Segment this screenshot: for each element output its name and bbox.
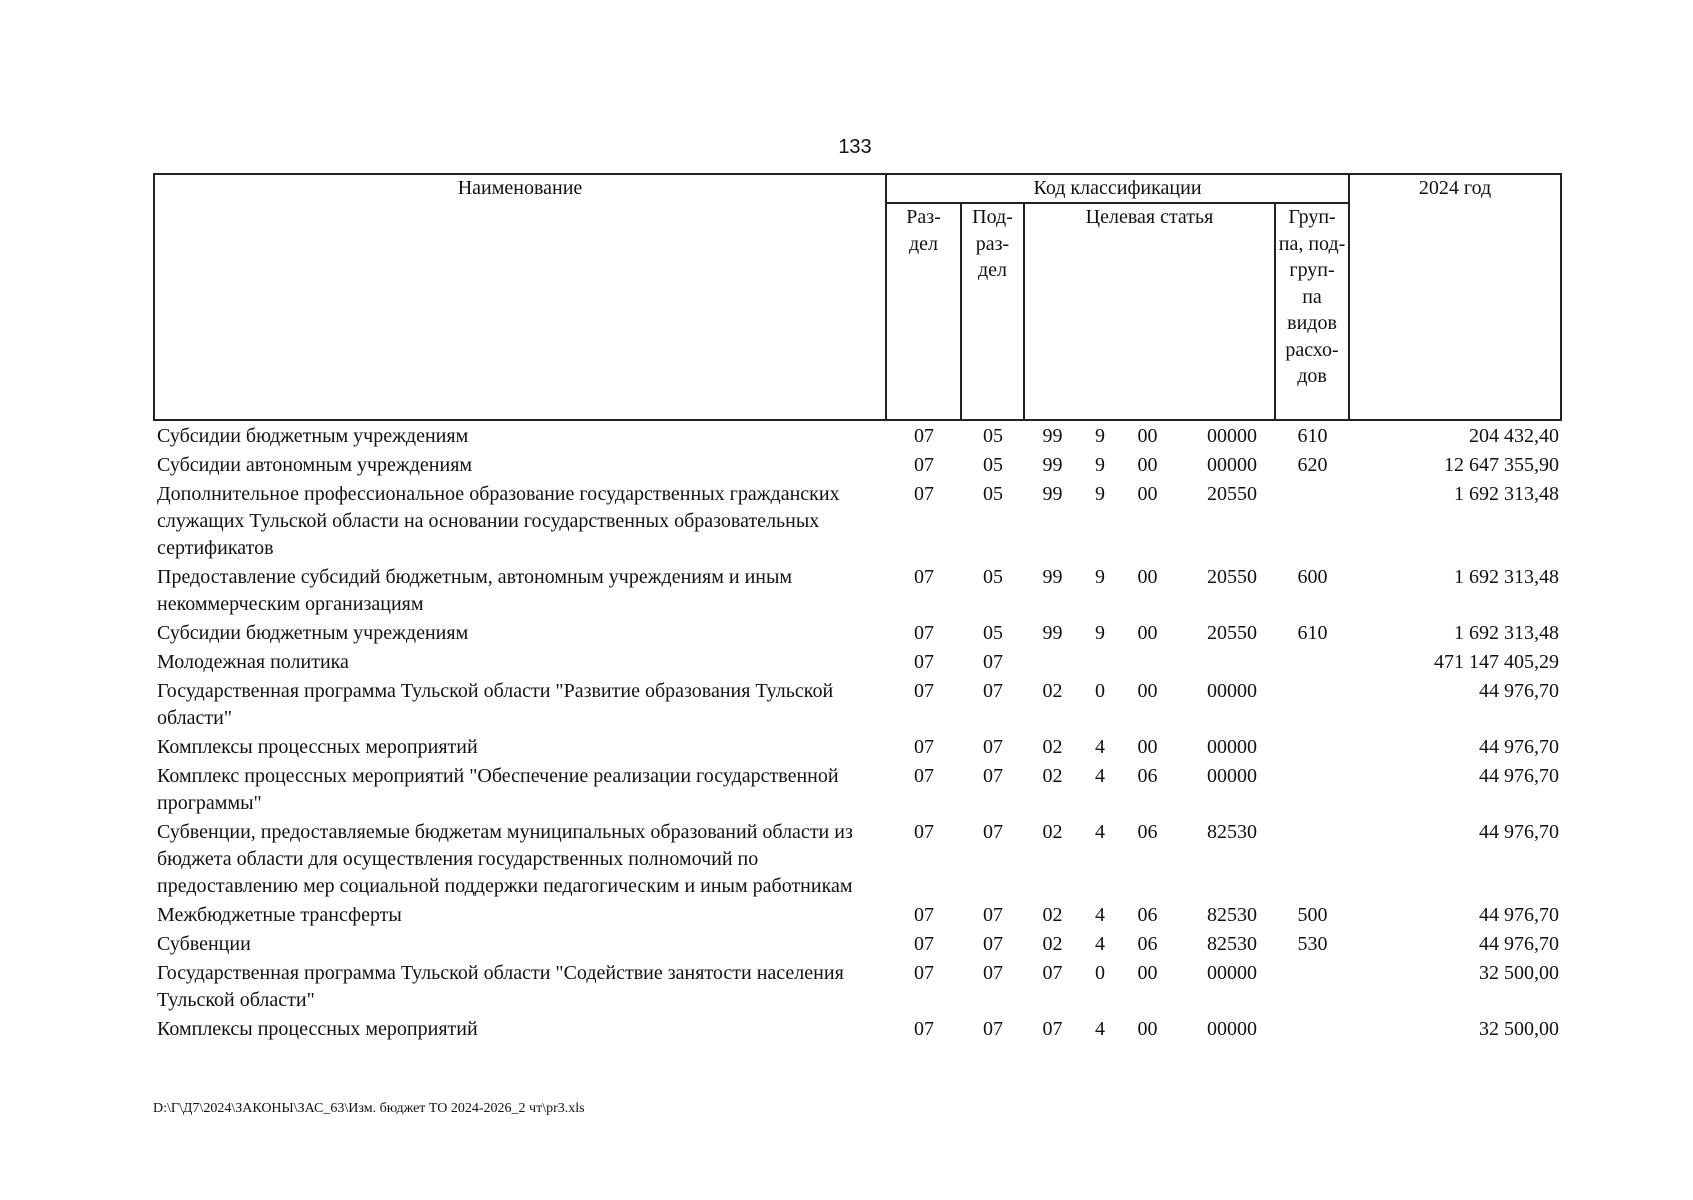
cell-group [1275, 648, 1349, 677]
cell-name: Субвенции [157, 933, 251, 955]
table-row [154, 420, 1561, 451]
cell-group: 530 [1297, 933, 1328, 955]
cell-podrazdel: 07 [983, 765, 1003, 787]
cell-amount: 204 432,40 [1469, 425, 1560, 447]
cell-podrazdel: 07 [983, 1018, 1003, 1040]
cell-name: Государственная программа Тульской области "Содействие занятости населения Тульской области" [157, 962, 844, 1011]
cell-t1: 02 [1042, 765, 1063, 787]
cell-amount: 44 976,70 [1479, 680, 1560, 702]
cell-t2 [1080, 648, 1119, 677]
cell-t4: 20550 [1207, 622, 1257, 644]
cell-t3: 00 [1137, 736, 1158, 758]
cell-razdel: 07 [914, 483, 934, 505]
cell-t2: 0 [1095, 962, 1105, 984]
header-year: 2024 год [1349, 174, 1561, 420]
cell-t2: 4 [1095, 1018, 1105, 1040]
table-row [154, 930, 1561, 959]
cell-amount: 44 976,70 [1479, 933, 1560, 955]
cell-name: Субсидии бюджетным учреждениям [157, 622, 469, 644]
cell-t1: 99 [1042, 566, 1063, 588]
cell-group [1275, 818, 1349, 901]
cell-razdel: 07 [914, 933, 934, 955]
cell-t3: 06 [1137, 904, 1158, 926]
cell-t3: 00 [1137, 622, 1158, 644]
cell-amount: 44 976,70 [1479, 904, 1560, 926]
cell-name: Субвенции, предоставляемые бюджетам муниципальных образований области из бюджета области для осуществления государственных полномочий по предоставлению мер социальной поддержки педагогическим и иным работникам [157, 821, 853, 897]
cell-podrazdel: 07 [983, 651, 1003, 673]
cell-razdel: 07 [914, 736, 934, 758]
cell-name: Комплекс процессных мероприятий "Обеспечение реализации государственной программы" [157, 765, 839, 814]
cell-amount: 44 976,70 [1479, 765, 1560, 787]
cell-t3: 00 [1137, 680, 1158, 702]
cell-podrazdel: 05 [983, 566, 1003, 588]
cell-name: Молодежная политика [157, 651, 349, 673]
cell-group: 500 [1297, 904, 1328, 926]
cell-podrazdel: 05 [983, 425, 1003, 447]
cell-name: Субсидии бюджетным учреждениям [157, 425, 469, 447]
cell-t1: 99 [1042, 425, 1063, 447]
cell-podrazdel: 05 [983, 622, 1003, 644]
table-header [154, 174, 1561, 420]
cell-razdel: 07 [914, 425, 934, 447]
cell-amount: 1 692 313,48 [1454, 622, 1560, 644]
cell-t1 [1024, 648, 1080, 677]
cell-t2: 9 [1095, 425, 1105, 447]
cell-t1: 07 [1042, 1018, 1063, 1040]
cell-t2: 4 [1095, 933, 1105, 955]
cell-name: Предоставление субсидий бюджетным, автономным учреждениям и иным некоммерческим организациям [157, 566, 793, 615]
cell-t1: 02 [1042, 933, 1063, 955]
page-number: 133 [838, 136, 872, 158]
header-target: Целевая статья [1024, 203, 1275, 420]
table-row [154, 648, 1561, 677]
table-row [154, 480, 1561, 563]
cell-t4 [1175, 648, 1275, 677]
cell-group [1275, 733, 1349, 762]
cell-t3: 00 [1137, 454, 1158, 476]
cell-t2: 0 [1095, 680, 1105, 702]
cell-t1: 02 [1042, 736, 1063, 758]
cell-name: Субсидии автономным учреждениям [157, 454, 473, 476]
table-row [154, 818, 1561, 901]
cell-t1: 99 [1042, 622, 1063, 644]
cell-razdel: 07 [914, 680, 934, 702]
cell-t3: 06 [1137, 821, 1158, 843]
cell-razdel: 07 [914, 651, 934, 673]
cell-name: Комплексы процессных мероприятий [157, 736, 478, 758]
cell-t4: 00000 [1207, 1018, 1257, 1040]
cell-t4: 82530 [1207, 821, 1257, 843]
cell-podrazdel: 05 [983, 483, 1003, 505]
cell-amount: 12 647 355,90 [1444, 454, 1560, 476]
table-row [154, 619, 1561, 648]
cell-t2: 4 [1095, 904, 1105, 926]
cell-podrazdel: 05 [983, 454, 1003, 476]
cell-t4: 00000 [1207, 962, 1257, 984]
header-name: Наименование [154, 174, 886, 420]
cell-t4: 82530 [1207, 933, 1257, 955]
cell-group [1275, 677, 1349, 733]
cell-group: 600 [1297, 566, 1328, 588]
cell-group: 610 [1297, 622, 1328, 644]
cell-t4: 20550 [1207, 566, 1257, 588]
cell-group [1275, 1015, 1349, 1044]
cell-amount: 1 692 313,48 [1454, 566, 1560, 588]
cell-t1: 99 [1042, 483, 1063, 505]
cell-t4: 00000 [1207, 680, 1257, 702]
cell-t4: 20550 [1207, 483, 1257, 505]
cell-podrazdel: 07 [983, 736, 1003, 758]
cell-t1: 07 [1042, 962, 1063, 984]
cell-razdel: 07 [914, 962, 934, 984]
table-row [154, 451, 1561, 480]
cell-t2: 9 [1095, 622, 1105, 644]
cell-t4: 00000 [1207, 425, 1257, 447]
cell-t1: 99 [1042, 454, 1063, 476]
cell-t1: 02 [1042, 904, 1063, 926]
cell-amount: 44 976,70 [1479, 736, 1560, 758]
cell-group [1275, 959, 1349, 1015]
cell-t4: 00000 [1207, 454, 1257, 476]
table-row [154, 901, 1561, 930]
header-group: Груп- па, под- груп- па видов расхо- дов [1275, 203, 1349, 420]
cell-podrazdel: 07 [983, 680, 1003, 702]
header-podrazdel: Под- раз- дел [961, 203, 1024, 420]
cell-name: Государственная программа Тульской области "Развитие образования Тульской области" [157, 680, 834, 729]
cell-amount: 32 500,00 [1479, 1018, 1560, 1040]
cell-name: Межбюджетные трансферты [157, 904, 402, 926]
cell-amount: 1 692 313,48 [1454, 483, 1560, 505]
cell-t2: 9 [1095, 566, 1105, 588]
cell-t3: 00 [1137, 483, 1158, 505]
cell-t3: 00 [1137, 962, 1158, 984]
table-body [154, 420, 1561, 1044]
cell-t3: 00 [1137, 566, 1158, 588]
cell-podrazdel: 07 [983, 933, 1003, 955]
cell-name: Комплексы процессных мероприятий [157, 1018, 478, 1040]
cell-t2: 9 [1095, 483, 1105, 505]
cell-group: 620 [1297, 454, 1328, 476]
cell-t2: 9 [1095, 454, 1105, 476]
cell-razdel: 07 [914, 454, 934, 476]
cell-t4: 82530 [1207, 904, 1257, 926]
cell-razdel: 07 [914, 904, 934, 926]
budget-table [153, 173, 1562, 1044]
table-row [154, 1015, 1561, 1044]
cell-t2: 4 [1095, 736, 1105, 758]
table-row [154, 733, 1561, 762]
cell-name: Дополнительное профессиональное образование государственных гражданских служащих Тульской области на основании государственных образовательных сертификатов [157, 483, 840, 559]
cell-t4: 00000 [1207, 765, 1257, 787]
file-path: D:\Г\Д7\2024\ЗАКОНЫ\ЗАС_63\Изм. бюджет ТО 2024-2026_2 чт\pr3.xls [153, 1101, 585, 1116]
cell-t1: 02 [1042, 821, 1063, 843]
cell-amount: 44 976,70 [1479, 821, 1560, 843]
cell-amount: 471 147 405,29 [1434, 651, 1560, 673]
table-row [154, 677, 1561, 733]
cell-razdel: 07 [914, 622, 934, 644]
cell-t4: 00000 [1207, 736, 1257, 758]
cell-t3: 06 [1137, 765, 1158, 787]
cell-t2: 4 [1095, 765, 1105, 787]
table-row [154, 762, 1561, 818]
cell-t3 [1119, 648, 1175, 677]
table-row [154, 959, 1561, 1015]
cell-razdel: 07 [914, 566, 934, 588]
cell-podrazdel: 07 [983, 904, 1003, 926]
cell-group [1275, 480, 1349, 563]
cell-razdel: 07 [914, 821, 934, 843]
cell-t3: 06 [1137, 933, 1158, 955]
cell-t3: 00 [1137, 1018, 1158, 1040]
cell-t1: 02 [1042, 680, 1063, 702]
cell-t2: 4 [1095, 821, 1105, 843]
cell-group: 610 [1297, 425, 1328, 447]
cell-razdel: 07 [914, 1018, 934, 1040]
cell-t3: 00 [1137, 425, 1158, 447]
cell-podrazdel: 07 [983, 821, 1003, 843]
header-razdel: Раз- дел [886, 203, 961, 420]
cell-amount: 32 500,00 [1479, 962, 1560, 984]
table-row [154, 563, 1561, 619]
cell-group [1275, 762, 1349, 818]
header-classification: Код классификации [886, 174, 1349, 203]
cell-podrazdel: 07 [983, 962, 1003, 984]
cell-razdel: 07 [914, 765, 934, 787]
